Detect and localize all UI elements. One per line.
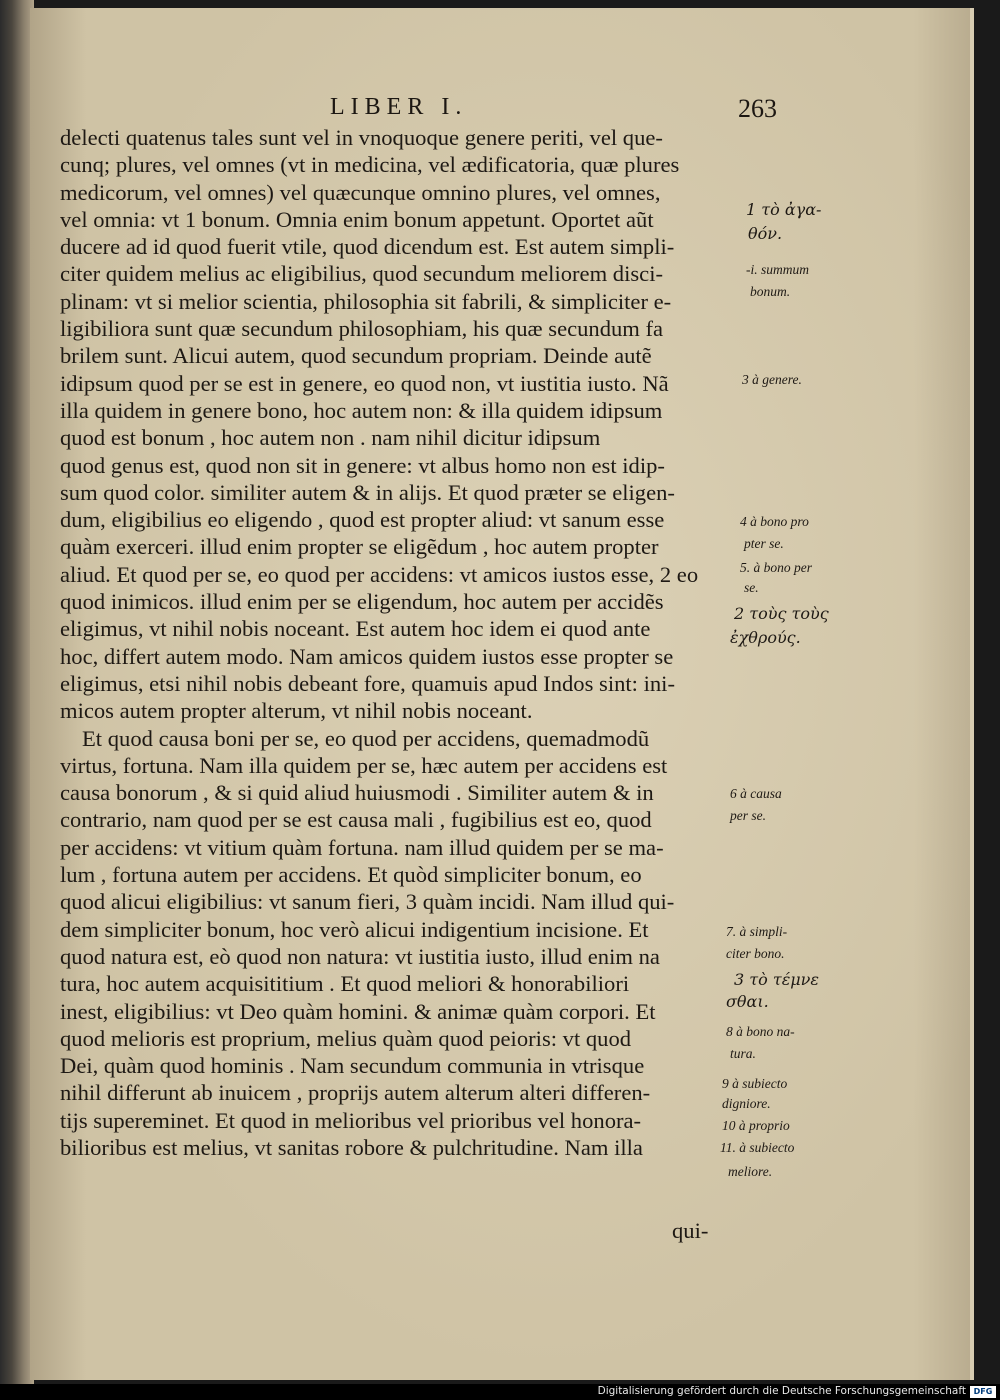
marginal-note: digniore. <box>722 1096 771 1111</box>
text-line: plinam: vt si melior scientia, philosophia sit fabrili, & simpliciter e- <box>60 288 672 314</box>
marginal-note: meliore. <box>728 1164 773 1179</box>
text-line: nihil differunt ab inuicem , proprijs autem alterum alteri differen- <box>60 1080 651 1106</box>
marginal-note: pter se. <box>744 536 784 551</box>
text-line: delecti quatenus tales sunt vel in vnoquoque genere periti, vel que- <box>60 125 663 150</box>
text-line: Et quod causa boni per se, eo quod per accidens, quemadmodũ <box>82 725 650 751</box>
text-line: micos autem propter alterum, vt nihil nobis noceant. <box>60 698 533 724</box>
text-line: citer quidem melius ac eligibilius, quod secundum meliorem disci- <box>60 261 663 287</box>
dfg-logo: DFG <box>970 1386 996 1398</box>
marginal-note: 5. à bono per <box>740 560 812 575</box>
text-line: dem simpliciter bonum, hoc verò alicui indigentium incisione. Et <box>60 916 649 942</box>
marginal-note: 4 à bono pro <box>740 514 809 529</box>
marginal-note: 6 à causa <box>730 786 782 801</box>
page-number: 263 <box>738 94 777 123</box>
marginal-note: 2 τοὺς τοὺς <box>734 604 829 623</box>
marginal-note: 3 à genere. <box>742 372 802 387</box>
text-line: sum quod color. similiter autem & in alijs. Et quod præter se eligen- <box>60 479 675 505</box>
text-line: medicorum, vel omnes) vel quæcunque omnino plures, vel omnes, <box>60 179 661 205</box>
marginal-note: 1 τὸ ἀγα- <box>746 200 822 219</box>
text-line: aliud. Et quod per se, eo quod per accidens: vt amicos iustos esse, 2 eo <box>60 561 699 587</box>
text-line: illa quidem in genere bono, hoc autem non: & illa quidem idipsum <box>60 397 663 423</box>
text-line: ligibiliora sunt quæ secundum philosophiam, his quæ secundum fa <box>60 316 664 342</box>
text-line: cunq; plures, vel omnes (vt in medicina, vel ædificatoria, quæ plures <box>60 152 680 178</box>
text-line: quod alicui eligibilius: vt sanum fieri, 3 quàm incidi. Nam illud qui- <box>60 889 675 915</box>
text-line: quod est bonum , hoc autem non . nam nihil dicitur idipsum <box>60 425 601 451</box>
text-line: brilem sunt. Alicui autem, quod secundum propriam. Deinde autẽ <box>60 343 652 369</box>
text-line: Dei, quàm quod hominis . Nam secundum communia in vtrisque <box>60 1053 645 1079</box>
body-text <box>60 124 740 1161</box>
marginal-note: 9 à subiecto <box>722 1076 788 1091</box>
marginal-note: per se. <box>730 808 766 823</box>
marginal-note: 3 τὸ τέμνε <box>734 970 819 989</box>
running-head: LIBER I. <box>330 94 468 120</box>
marginal-note: 7. à simpli- <box>726 924 788 939</box>
text-line: causa bonorum , & si quid aliud huiusmodi . Similiter autem & in <box>60 780 654 806</box>
text-line: quàm exerceri. illud enim propter se eligẽdum , hoc autem propter <box>60 534 659 560</box>
book-edge-left <box>0 0 34 1384</box>
marginal-note: -i. summum <box>746 262 809 277</box>
text-line: tijs supereminet. Et quod in melioribus vel prioribus vel honora- <box>60 1107 642 1133</box>
marginal-note: 11. à subiecto <box>720 1140 795 1155</box>
text-line: virtus, fortuna. Nam illa quidem per se, hæc autem per accidens est <box>60 752 668 778</box>
text-line: bilioribus est melius, vt sanitas robore & pulchritudine. Nam illa <box>60 1134 643 1160</box>
text-line: inest, eligibilius: vt Deo quàm homini. & animæ quàm corpori. Et <box>60 998 656 1024</box>
text-line: eligimus, vt nihil nobis noceant. Est autem hoc idem ei quod ante <box>60 616 651 642</box>
footer-credit: Digitalisierung gefördert durch die Deutsche Forschungsgemeinschaft <box>597 1385 966 1397</box>
marginal-note: bonum. <box>750 284 791 299</box>
text-line: dum, eligibilius eo eligendo , quod est propter aliud: vt sanum esse <box>60 507 665 533</box>
text-line: quod melioris est proprium, melius quàm quod peioris: vt quod <box>60 1025 632 1051</box>
marginal-note: ἐχθρούς. <box>730 628 801 647</box>
catchword: qui- <box>672 1218 709 1243</box>
text-line: quod inimicos. illud enim per se eligendum, hoc autem per accidẽs <box>60 589 664 615</box>
text-line: tura, hoc autem acquisititium . Et quod meliori & honorabiliori <box>60 971 630 997</box>
text-line: hoc, differt autem modo. Nam amicos quidem iustos esse propter se <box>60 643 674 669</box>
text-line: quod natura est, eò quod non natura: vt iustitia iusto, illud enim na <box>60 943 660 969</box>
text-line: contrario, nam quod per se est causa mali , fugibilius est eo, quod <box>60 807 652 833</box>
text-line: per accidens: vt vitium quàm fortuna. nam illud quidem per se ma- <box>60 834 664 860</box>
text-line: quod genus est, quod non sit in genere: vt albus homo non est idip- <box>60 452 665 478</box>
marginal-note: citer bono. <box>726 946 785 961</box>
marginal-note: se. <box>744 580 759 595</box>
text-line: idipsum quod per se est in genere, eo quod non, vt iustitia iusto. Nã <box>60 370 669 396</box>
text-line: ducere ad id quod fuerit vtile, quod dicendum est. Est autem simpli- <box>60 234 675 260</box>
marginal-note: σθαι. <box>726 992 769 1011</box>
text-line: eligimus, etsi nihil nobis debeant fore, quamuis apud Indos sint: ini- <box>60 670 675 696</box>
marginal-note: 8 à bono na- <box>726 1024 795 1039</box>
marginal-note: θόν. <box>748 224 783 243</box>
marginal-note: 10 à proprio <box>722 1118 790 1133</box>
text-line: lum , fortuna autem per accidens. Et quòd simpliciter bonum, eo <box>60 862 642 888</box>
text-line: vel omnia: vt 1 bonum. Omnia enim bonum appetunt. Oportet aũt <box>60 206 654 232</box>
marginal-note: tura. <box>730 1046 756 1061</box>
